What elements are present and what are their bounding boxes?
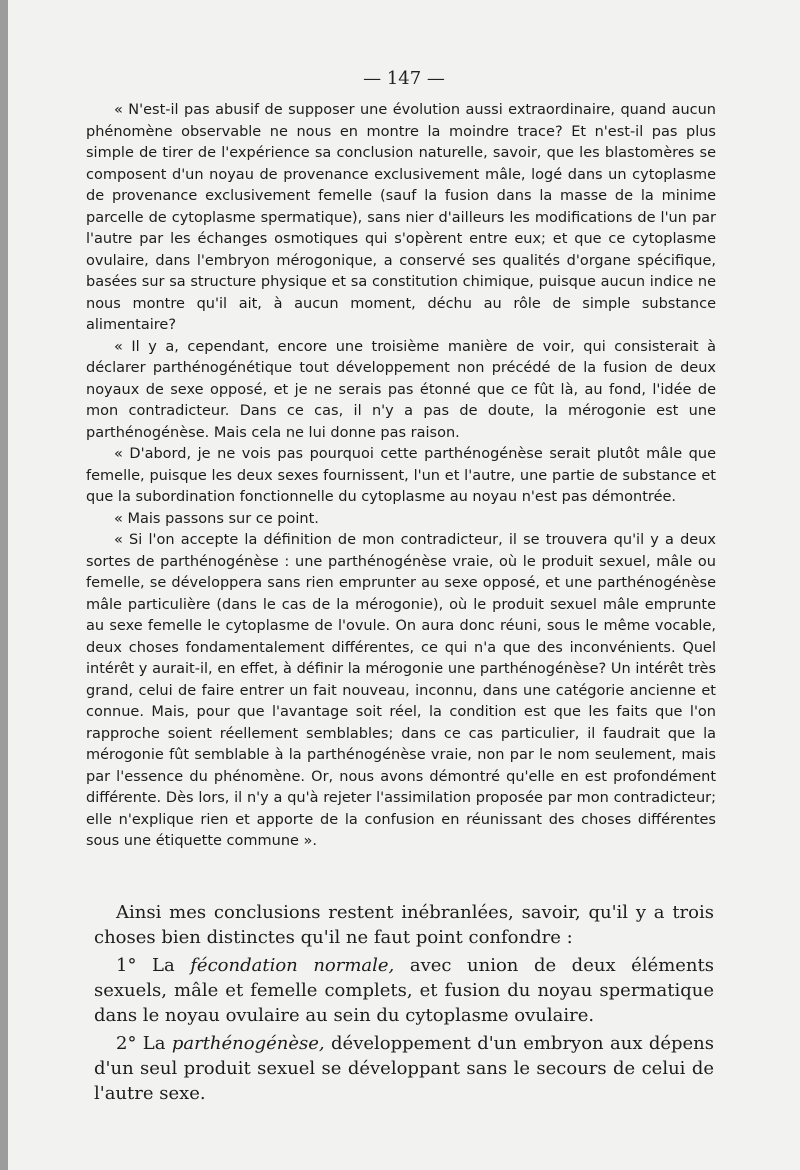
book-page: [8, 0, 800, 1170]
quote-paragraph: « Si l'on accepte la définition de mon contradicteur, il se trouvera qu'il y a deux sortes de parthénogénèse : une parthénogénèse vraie, où le produit sexuel, mâle ou femelle, se développera sans rien emprunter au sexe opposé, et une parthénogénèse mâle particulière (dans le cas de la mérogonie), où le produit sexuel mâle emprunte au sexe femelle le cytoplasme de l'ovule. On aura donc réuni, sous le même vocable, deux choses fondamentalement différentes, ce qui n'a que des inconvénients. Quel intérêt y aurait-il, en effet, à définir la mérogonie une parthénogénèse? Un intérêt très grand, celui de faire entrer un fait nouveau, inconnu, dans une catégorie ancienne et connue. Mais, pour que l'avantage soit réel, la condition est que les faits que l'on rapproche soient réellement semblables; dans ce cas particulier, il faudrait que la mérogonie fût semblable à la parthénogénèse vraie, non par le nom seulement, mais par l'essence du phénomène. Or, nous avons démontré qu'elle en est profondément différente. Dès lors, il n'y a qu'à rejeter l'assimilation proposée par mon contradicteur; elle n'explique rien et apporte de la confusion en réunissant des choses différentes sous une étiquette commune ».: [86, 532, 716, 849]
item-text: développement d'un embryon aux dépens d'un seul produit sexuel se développant sans le secours de celui de l'autre sexe.: [94, 1033, 714, 1104]
quote-paragraph: « Il y a, cependant, encore une troisième manière de voir, qui consisterait à déclarer parthénogénétique tout développement non précédé de la fusion de deux noyaux de sexe opposé, et je ne serais pas étonné que ce fût là, au fond, l'idée de mon contradicteur. Dans ce cas, il n'y a pas de doute, la mérogonie est une parthénogénèse. Mais cela ne lui donne pas raison.: [86, 338, 716, 441]
quote-paragraph: « D'abord, je ne vois pas pourquoi cette parthénogénèse serait plutôt mâle que femelle, puisque les deux sexes fournissent, l'un et l'autre, une partie de substance et que la subordination fonctionnelle du cytoplasme au noyau n'est pas démontrée.: [86, 446, 716, 505]
quote-paragraph: « Mais passons sur ce point.: [114, 510, 319, 527]
conclusion-item: [94, 953, 714, 1028]
quote-paragraph: « N'est-il pas abusif de supposer une évolution aussi extraordinaire, quand aucun phénomène observable ne nous en montre la moindre trace? Et n'est-il pas plus simple de tirer de l'expérience sa conclusion naturelle, savoir, que les blastomères se composent d'un noyau de provenance exclusivement mâle, logé dans un cytoplasme de provenance exclusivement femelle (sauf la fusion dans la masse de la minime parcelle de cytoplasme spermatique), sans nier d'ailleurs les modifications de l'un par l'autre par les échanges osmotiques qui s'opèrent entre eux; et que ce cytoplasme ovulaire, dans l'embryon mérogonique, a conservé ses qualités d'organe spécifique, basées sur sa structure physique et sa constitution chimique, puisque aucun indice ne nous montre qu'il ait, à aucun moment, déchu au rôle de simple substance alimentaire?: [86, 102, 716, 333]
conclusion-intro: Ainsi mes conclusions restent inébranlées, savoir, qu'il y a trois choses bien distinctes qu'il ne faut point confondre :: [94, 902, 714, 948]
item-term: fécondation normale,: [190, 955, 395, 976]
item-number: 2° La: [116, 1033, 166, 1054]
item-term: parthénogénèse,: [171, 1033, 325, 1054]
conclusion-item: [94, 1031, 714, 1106]
item-text: avec union de deux éléments sexuels, mâle et femelle complets, et fusion du noyau spermatique dans le noyau ovulaire au sein du cytoplasme ovulaire.: [94, 955, 714, 1026]
item-number: 1° La: [116, 955, 175, 976]
quoted-passage: [86, 100, 716, 853]
page-number: — 147 —: [363, 68, 445, 89]
conclusion-section: [94, 900, 714, 1109]
